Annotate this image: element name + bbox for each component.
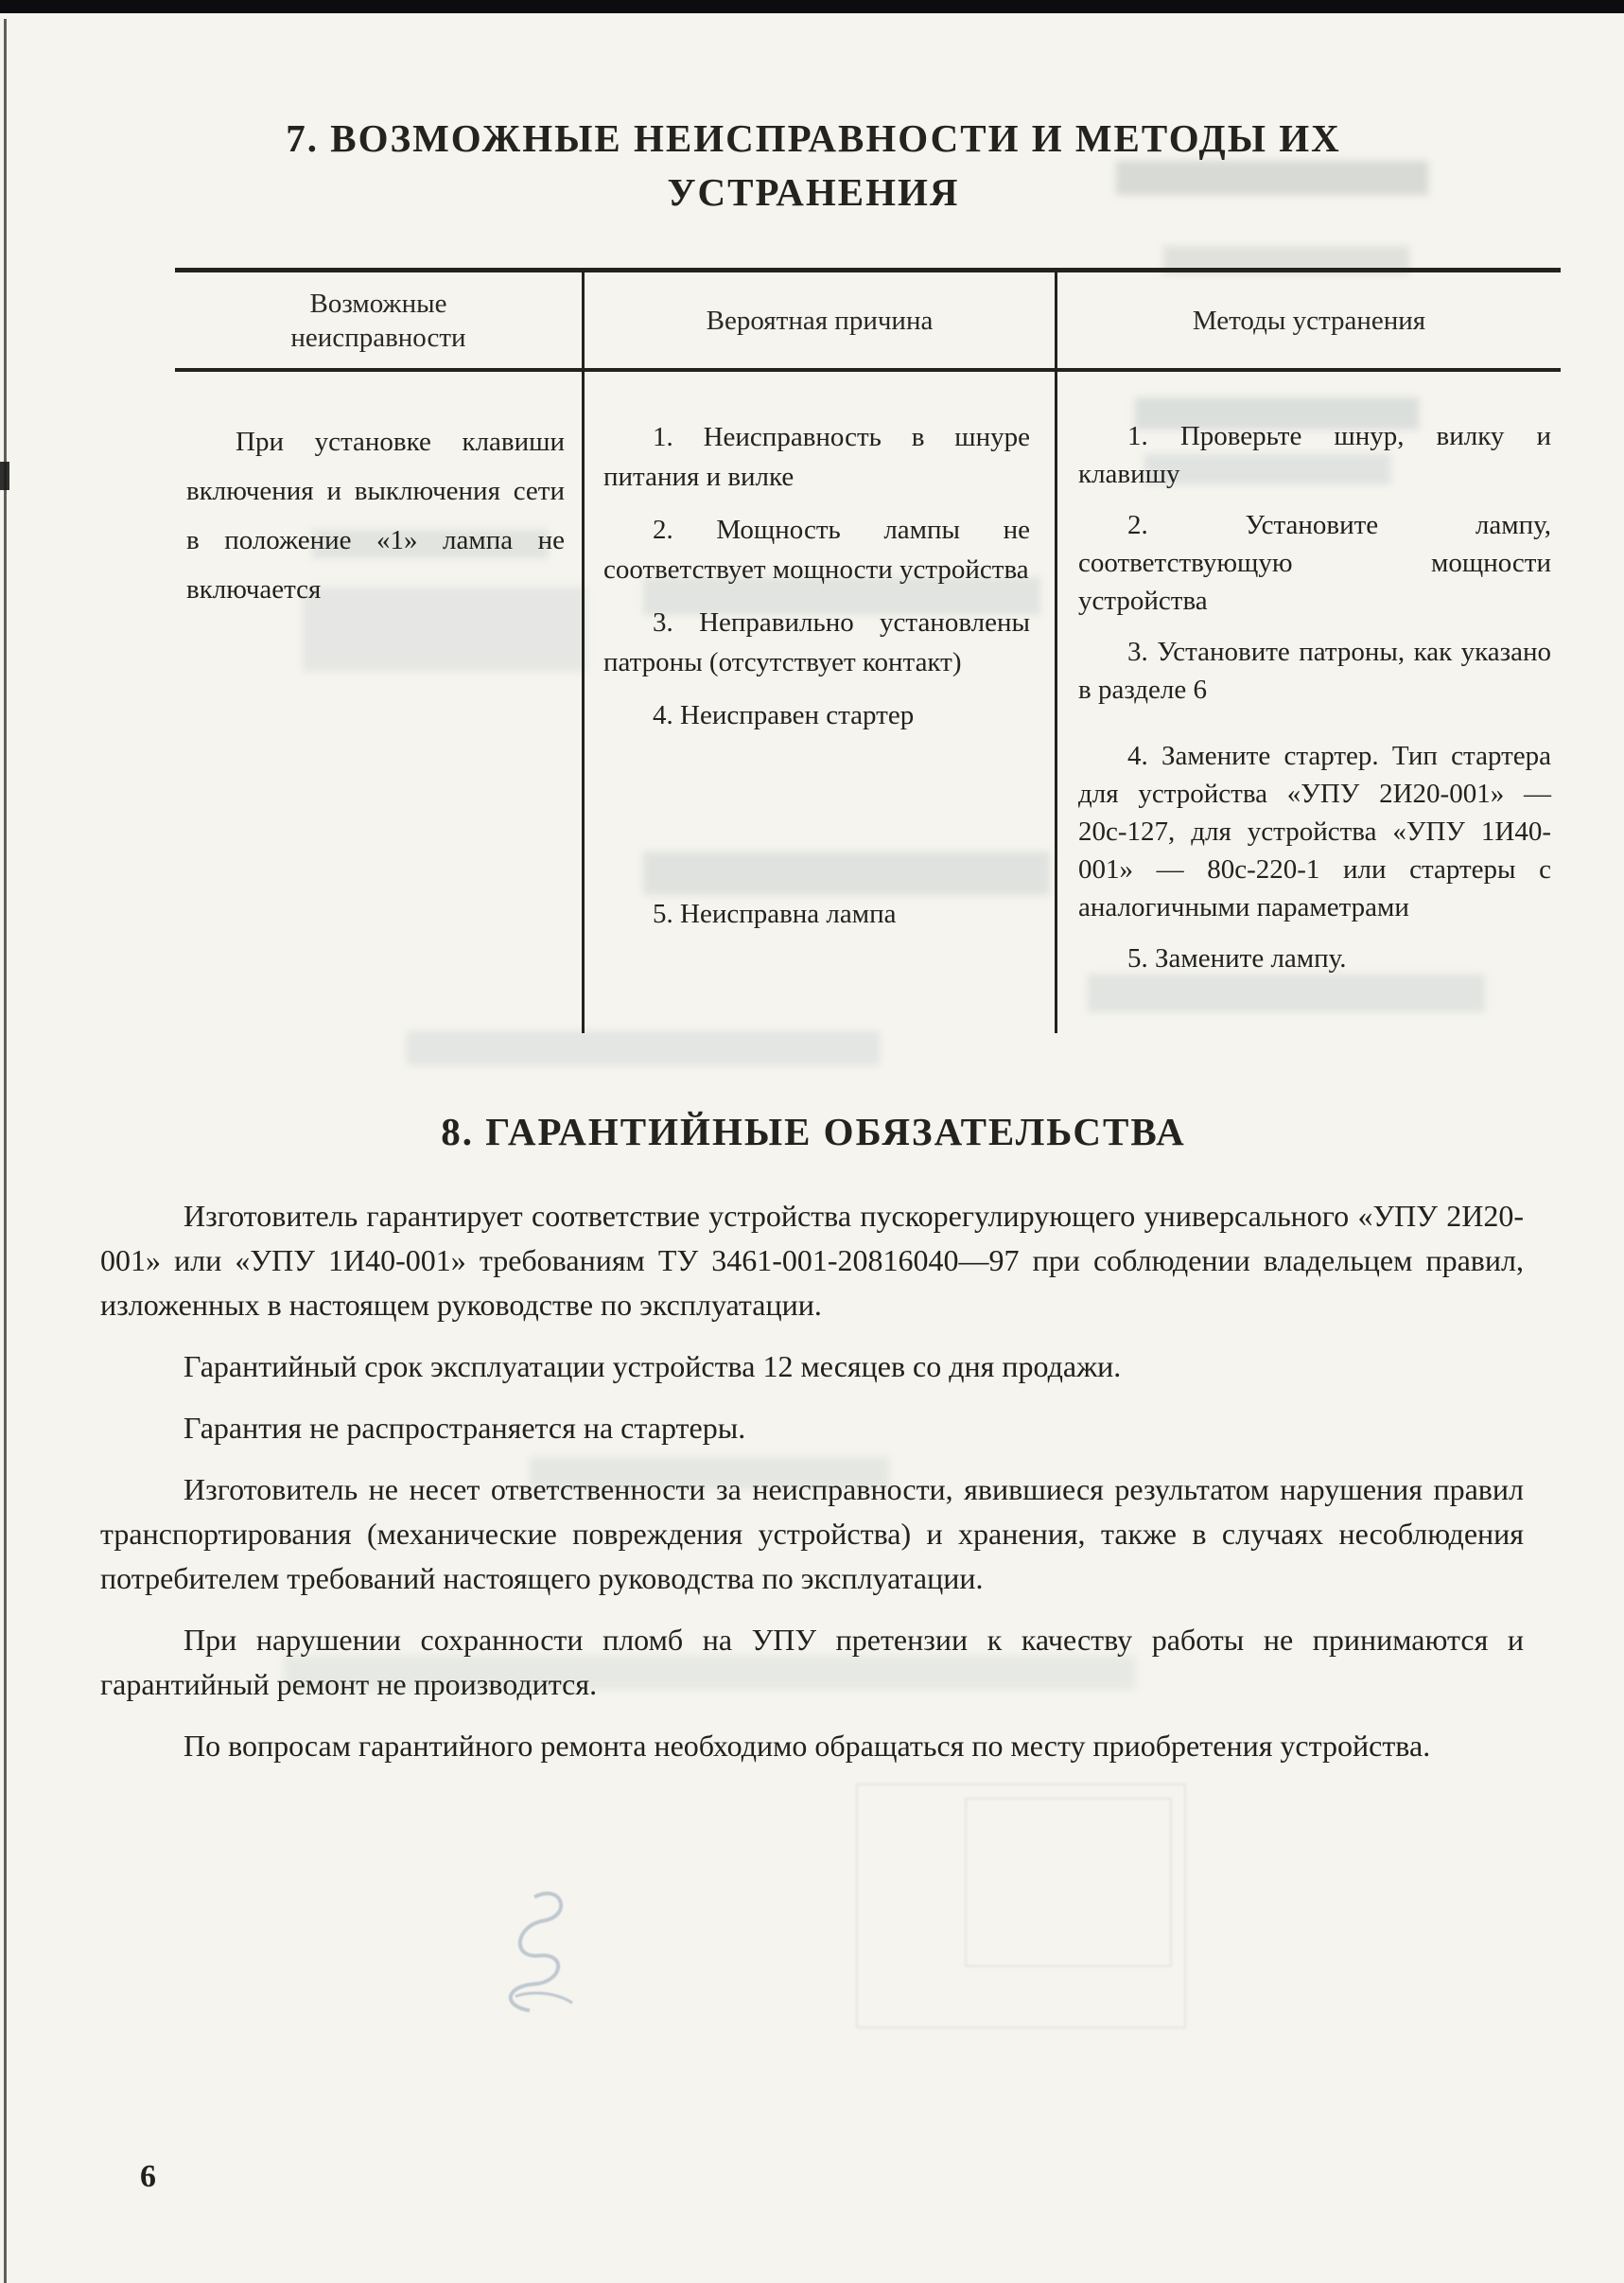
table-body: [175, 372, 1561, 1033]
remedy-item: 3. Установите патроны, как указано в разделе 6: [1078, 637, 1551, 705]
column-faults: [175, 372, 582, 1033]
page-number: 6: [140, 2159, 156, 2194]
paragraph: Гарантийный срок эксплуатации устройства 12 месяцев со дня продажи.: [183, 1349, 1122, 1383]
cause-item: 5. Неисправна лампа: [653, 899, 897, 929]
cause-item: 4. Неисправен стартер: [653, 700, 915, 730]
table-header-row: [175, 268, 1561, 372]
column-causes: [582, 372, 1057, 1033]
table-header-cause: Вероятная причина: [582, 272, 1057, 368]
remedy-item: 5. Замените лампу.: [1127, 943, 1347, 974]
paragraph: Изготовитель не несет ответственности за неисправности, явившиеся результатом нарушения правил транспортирования (механические повреждения устройства) и хранения, также в случаях несоблюдения потребителем требований настоящего руководства по эксплуатации.: [100, 1472, 1524, 1595]
cause-item: 2. Мощность лампы не соответствует мощности устройства: [603, 515, 1030, 585]
section7-title-line2: УСТРАНЕНИЯ: [667, 170, 960, 214]
troubleshooting-table: [175, 268, 1561, 1033]
section8-title: 8. ГАРАНТИЙНЫЕ ОБЯЗАТЕЛЬСТВА: [441, 1110, 1186, 1153]
remedy-item: 4. Замените стартер. Тип стартера для устройства «УПУ 2И20-001» — 20с-127, для устройства «УПУ 1И40-001» — 80с-220-1 или стартеры с аналогичными параметрами: [1078, 741, 1551, 922]
fault-text: При установке клавиши включения и выключения сети в положение «1» лампа не включается: [186, 427, 565, 605]
paragraph: По вопросам гарантийного ремонта необходимо обращаться по месту приобретения устройства.: [183, 1729, 1431, 1763]
cause-item: 1. Неисправность в шнуре питания и вилке: [603, 422, 1030, 492]
paragraph: Изготовитель гарантирует соответствие устройства пускорегулирующего универсального «УПУ 2И20-001» или «УПУ 1И40-001» требованиям ТУ 3461-001-20816040—97 при соблюдении владельцем правил, изложенных в настоящем руководстве по эксплуатации.: [100, 1199, 1524, 1322]
section7-title-line1: 7. ВОЗМОЖНЫЕ НЕИСПРАВНОСТИ И МЕТОДЫ ИХ: [286, 116, 1341, 160]
scan-edge-mark: [0, 462, 9, 490]
scan-spine-line: [4, 19, 7, 2283]
section7-title: [104, 112, 1523, 220]
remedy-item: 1. Проверьте шнур, вилку и клавишу: [1078, 421, 1551, 489]
cause-item: 3. Неправильно установлены патроны (отсутствует контакт): [603, 607, 1030, 677]
bleedthrough-smudge: [407, 1031, 880, 1065]
section8-paragraphs: [100, 1194, 1524, 1785]
remedy-item: 2. Установите лампу, соответствующую мощности устройства: [1078, 510, 1551, 616]
pencil-scribble: [478, 1878, 610, 2020]
paragraph: Гарантия не распространяется на стартеры.: [183, 1411, 746, 1445]
bleedthrough-figure: [965, 1798, 1172, 1967]
scan-top-edge: [0, 0, 1624, 13]
table-header-faults: Возможные неисправности: [290, 288, 466, 353]
column-remedies: [1057, 372, 1561, 1033]
table-header-remedy: Методы устранения: [1192, 305, 1426, 336]
paragraph: При нарушении сохранности пломб на УПУ претензии к качеству работы не принимаются и гарантийный ремонт не производится.: [100, 1623, 1524, 1701]
